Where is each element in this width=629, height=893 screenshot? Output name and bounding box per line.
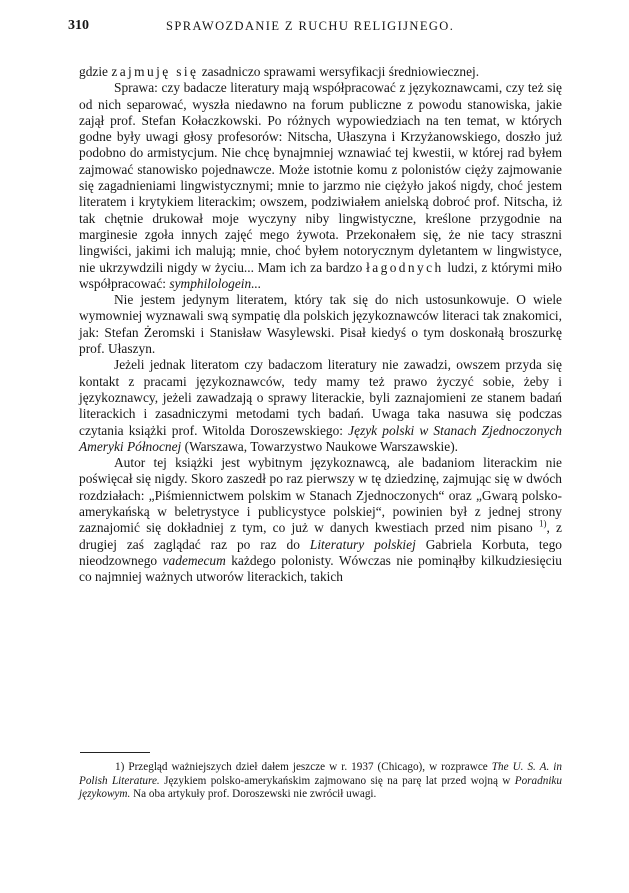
footnote-divider — [80, 752, 150, 753]
italic-term: vademecum — [162, 552, 226, 568]
footnote-1 — [79, 761, 562, 802]
footnote-text-e: Na oba artykuły prof. Doroszewski nie zwrócił uwagi. — [133, 788, 377, 801]
footnotes — [79, 761, 562, 802]
footnote-reference: 1) — [538, 518, 547, 529]
paragraph-4 — [79, 357, 562, 455]
body-text — [79, 64, 562, 586]
book-title: Literatury polskiej — [309, 536, 416, 552]
paragraph-1-text-c: zasadniczo sprawami wersyfikacji średniowiecznej. — [201, 64, 480, 79]
paragraph-5-text-a: Autor tej książki jest wybitnym językoznawcą, ale badaniom literackim nie poświęcał się nigdy. Skoro zaszedł po raz pierwszy w tę dziedzinę, zajmując się w dwóch rozdziałach: „Piśmiennictwem polskim w Stanach Zjednoczonych“ oraz „Gwarą polsko-amerykańską w beletrystyce i publicystyce polskiej“, powinien był z jednej strony zaznajomić się dokładniej z tym, co już w danych kwestiach przed nim pisano — [79, 455, 562, 536]
paragraph-5 — [79, 455, 562, 585]
journal-title: Poradniku językowym. — [79, 774, 562, 801]
footnote-marker: 1) — [115, 761, 125, 773]
paragraph-5-text-f: każdego polonisty. Wówczas nie pominąłby kilkudziesięciu co najmniej ważnych utworów literackich, takich — [79, 552, 562, 585]
page-header — [68, 18, 562, 38]
paragraph-1 — [79, 64, 562, 80]
paragraph-2-text-a: Sprawa: czy badacze literatury mają współpracować z językoznawcami, czy też się od nich separować, wyszła niedawno na forum publiczne z powodu stanowiska, jakie zajął prof. Stefan Kołaczkowski. Po różnych wypowiedziach na ten temat, w których godne były uwagi głosy profesorów: Nitscha, Ułaszyna i Krzyżanowskiego, doszło już podobno do armistycjum. Nie chcę bynajmniej wznawiać tej kwestii, w której rad byłem zajmować stanowisko pojednawcze. Może istotnie komu z polonistów cięży zajmowanie się zagadnieniami lingwistycznymi; mnie to jarzmo nie ciężyło jakoś nigdy, choć jestem literatem i krytykiem literackim; owszem, podziwiałem anielską dobroć prof. Nitscha, iż tak chętnie drukował moje wyczyny niby lingwistyczne, kreślone przygodnie na marginesie zgoła innych zajęć mego żywota. Przekonałem się, że nie tacy straszni lingwiści, jakimi ich malują; mnie, choć byłem notorycznym dyletantem w lingwistyce, nie ukrzywdzili nigdy w życiu... Mam ich za bardzo — [79, 80, 562, 275]
paragraph-3: Nie jestem jedynym literatem, który tak się do nich ustosunkowuje. O wiele wymowniej wyznawali swą sympatię dla polskich językoznawców literaci tak znakomici, jak: Stefan Żeromski i Stanisław Wasylewski. Pisał kiedyś o tym doskonałą broszurkę prof. Ułaszyn. — [79, 292, 562, 357]
running-head: SPRAWOZDANIE Z RUCHU RELIGIJNEGO. — [166, 19, 455, 33]
footnote-text-c: Językiem polsko-amerykańskim zajmowano się na parę lat przed wojną w — [164, 774, 511, 787]
article-title: The U. S. A. in Polish Literature. — [79, 761, 562, 787]
paragraph-2 — [79, 80, 562, 292]
paragraph-4-text-a: Jeżeli jednak literatom czy badaczom literatury nie zawadzi, owszem przyda się kontakt z pracami językoznawców, tedy mamy też prawo życzyć sobie, żeby i językoznawcy, jeżeli zawadzają o sprawy literackie, byli zaznajomieni ze stanem badań literackich i zasadniczymi metodami tych badań. Uwaga taka nasuwa się podczas czytania książki prof. Witolda Doroszewskiego: — [79, 357, 562, 438]
paragraph-2-text-c: ludzi, z którymi miło współpracować: — [79, 259, 562, 291]
book-title: Język polski w Stanach Zjednoczonych Ameryki Północnej — [79, 422, 562, 454]
spaced-emphasis: zajmuję się — [111, 64, 199, 79]
footnote-text-a: Przegląd ważniejszych dzieł dałem jeszcze w r. 1937 (Chicago), w rozprawce — [128, 761, 488, 773]
page-number: 310 — [68, 18, 89, 33]
paragraph-1-text-a: gdzie — [79, 64, 108, 79]
paragraph-5-text-d: Gabriela Korbuta, tego nieodzownego — [79, 536, 562, 568]
italic-term: symphilologein... — [169, 275, 262, 291]
paragraph-4-text-c: (Warszawa, Towarzystwo Naukowe Warszawskie). — [184, 438, 459, 454]
spaced-emphasis: łagodnych — [366, 259, 444, 275]
paragraph-5-text-b: , z drugiej zaś zaglądać raz po raz do — [79, 520, 562, 552]
